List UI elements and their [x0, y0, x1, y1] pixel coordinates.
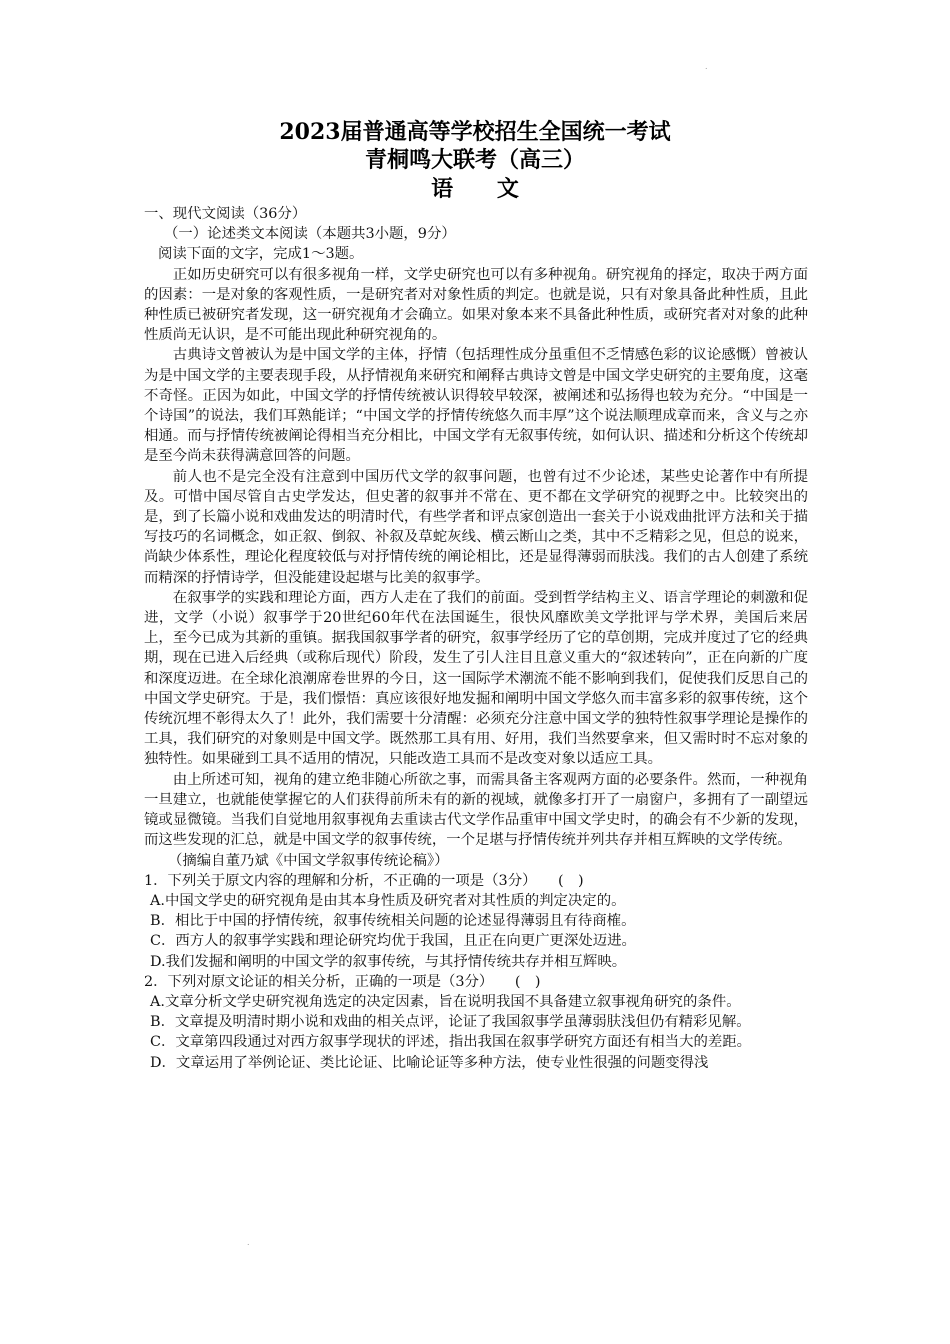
question-option: D．文章运用了举例论证、类比论证、比喻论证等多种方法，使专业性很强的问题变得浅	[150, 1054, 709, 1071]
passage-paragraph: 前人也不是完全没有注意到中国历代文学的叙事问题，也曾有过不少论述，某些史论著作中有所提及。可惜中国尽管自古史学发达，但史著的叙事并不常在、更不都在文学研究的视野之中。比较突出的是，到了长篇小说和戏曲发达的明清时代，有些学者和评点家创造出一套关于小说戏曲批评方法和关于描写技巧的名词概念，如正叙、倒叙、补叙及草蛇灰线、横云断山之类，其中不乏精彩之见，但总的说来，尚缺少体系性，理论化程度较低与对抒情传统的阐论相比，还是显得薄弱而肤浅。我们的古人创建了系统而精深的抒情诗学，但没能建设起堪与比美的叙事学。	[144, 468, 808, 586]
passage-source: （摘编自董乃斌《中国文学叙事传统论稿》）	[168, 852, 449, 869]
page-mark-top: ˙	[704, 68, 709, 78]
question-option: A.文章分析文学史研究视角选定的决定因素，旨在说明我国不具备建立叙事视角研究的条件。	[150, 993, 741, 1010]
exam-content	[144, 204, 808, 1073]
question-option: B．文章提及明清时期小说和戏曲的相关点评，论证了我国叙事学虽薄弱肤浅但仍有精彩见解。	[150, 1014, 751, 1031]
page-mark-bottom: ˙	[246, 1244, 251, 1254]
reading-instruction: 阅读下面的文字，完成1～3题。	[158, 246, 364, 263]
exam-title: 2023届普通高等学校招生全国统一考试	[279, 119, 671, 145]
question-option: B．相比于中国的抒情传统，叙事传统相关问题的论述显得薄弱且有待商榷。	[150, 913, 636, 930]
subsection-heading: （一）论述类文本阅读（本题共3小题，9分）	[164, 226, 456, 243]
passage-paragraph: 由上所述可知，视角的建立绝非随心所欲之事，而需具备主客观两方面的必要条件。然而，一种视角一旦建立，也就能使掌握它的人们获得前所未有的新的视域，就像多打开了一扇窗户，多拥有了一副望远镜或显微镜。当我们自觉地用叙事视角去重读古代文学作品重审中国文学史时，的确会有不少新的发现，而这些发现的汇总，就是中国文学的叙事传统，一个足堪与抒情传统并列共存并相互辉映的文学传统。	[144, 771, 808, 849]
question-stem: 1．下列关于原文内容的理解和分析，不正确的一项是（3分） ( )	[144, 872, 584, 889]
question-stem: 2．下列对原文论证的相关分析，正确的一项是（3分） ( )	[144, 973, 541, 990]
passage-paragraph: 正如历史研究可以有很多视角一样，文学史研究也可以有多种视角。研究视角的择定，取决于两方面的因素：一是对象的客观性质，一是研究者对对象性质的判定。也就是说，只有对象具备此种性质，且此种性质已被研究者发现，这一研究视角才会确立。如果对象本来不具备此种性质，或研究者对对象的此种性质尚无认识，是不可能出现此种研究视角的。	[144, 266, 808, 344]
passage-paragraph: 古典诗文曾被认为是中国文学的主体，抒情（包括理性成分虽重但不乏情感色彩的议论感慨）曾被认为是中国文学的主要表现手段，从抒情视角来研究和阐释古典诗文曾是中国文学史研究的主要角度，这毫不奇怪。正因为如此，中国文学的抒情传统被认识得较早较深，被阐述和弘扬得也较为充分。“中国是一个诗国”的说法，我们耳熟能详；“中国文学的抒情传统悠久而丰厚”这个说法顺理成章而来，含义与之亦相通。而与抒情传统被阐论得相当充分相比，中国文学有无叙事传统，如何认识、描述和分析这个传统却是至今尚未获得满意回答的问题。	[144, 347, 808, 465]
exam-header	[0, 118, 950, 204]
question-option: D.我们发掘和阐明的中国文学的叙事传统，与其抒情传统共存并相互辉映。	[150, 953, 627, 970]
exam-subtitle: 青桐鸣大联考（高三）	[364, 147, 585, 173]
question-option: A.中国文学史的研究视角是由其本身性质及研究者对其性质的判定决定的。	[150, 892, 626, 909]
subject-title: 语 文	[431, 176, 537, 202]
question-option: C．西方人的叙事学实践和理论研究均优于我国，且正在向更广更深处迈进。	[150, 933, 636, 950]
section-heading: 一、现代文阅读（36分）	[144, 206, 307, 222]
question-option: C．文章第四段通过对西方叙事学现状的评述，指出我国在叙事学研究方面还有相当大的差距。	[150, 1034, 752, 1051]
passage-paragraph: 在叙事学的实践和理论方面，西方人走在了我们的前面。受到哲学结构主义、语言学理论的刺激和促进，文学（小说）叙事学于20世纪60年代在法国诞生，很快风靡欧美文学批评与学术界，美国后来居上，至今已成为其新的重镇。据我国叙事学者的研究，叙事学经历了它的草创期，完成并度过了它的经典期，现在已进入后经典（或称后现代）阶段，发生了引人注目且意义重大的“叙述转向”，正在向新的广度和深度迈进。在全球化浪潮席卷世界的今日，这一国际学术潮流不能不影响到我们，促使我们反思自己的中国文学史研究。于是，我们憬悟：真应该很好地发掘和阐明中国文学悠久而丰富多彩的叙事传统，这个传统沉埋不彰得太久了！此外，我们需要十分清醒：必须充分注意中国文学的独特性叙事学理论是操作的工具，我们研究的对象则是中国文学。既然那工具有用、好用，我们当然要拿来，但又需时时不忘对象的独特性。如果碰到工具不适用的情况，只能改造工具而不是改变对象以适应工具。	[144, 589, 808, 768]
